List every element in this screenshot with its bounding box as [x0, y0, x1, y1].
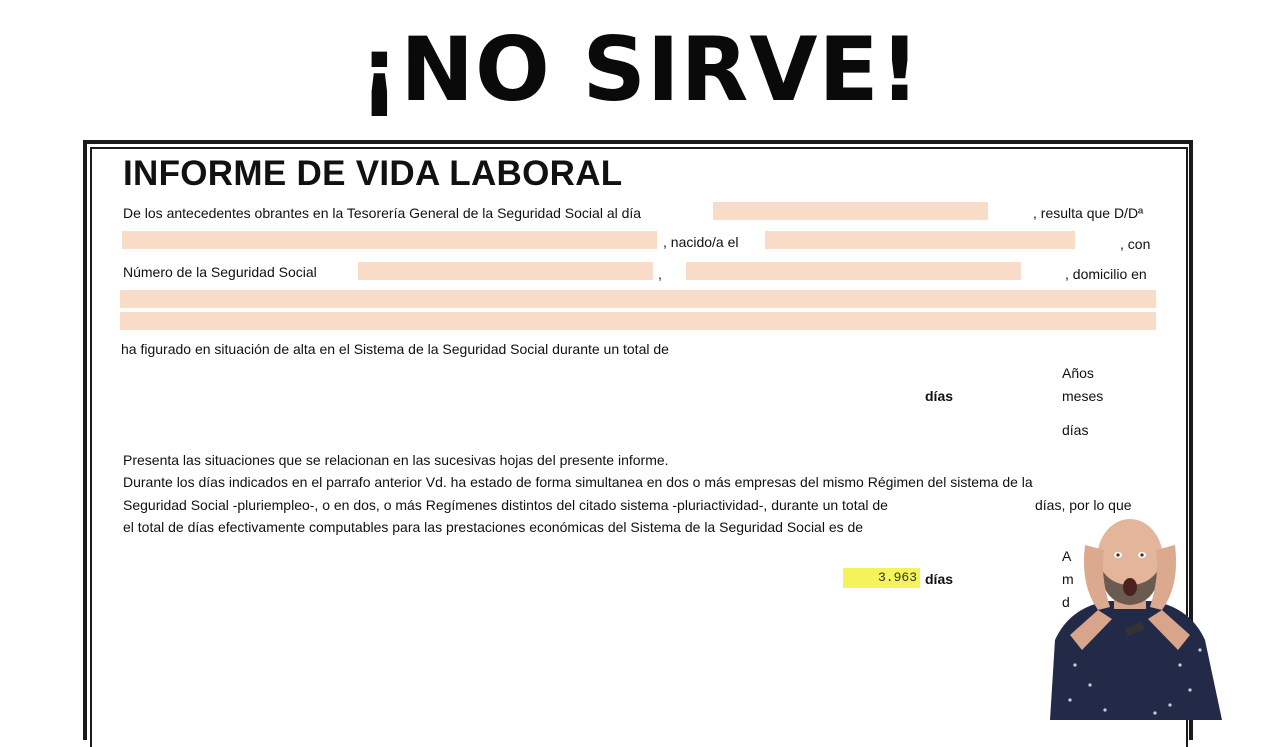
document-title: INFORME DE VIDA LABORAL [123, 154, 623, 193]
ss-number-label: Número de la Seguridad Social [123, 264, 317, 280]
redacted-address-line-2 [120, 312, 1156, 330]
meses-label: meses [1062, 388, 1104, 404]
line3-right-text: , domicilio en [1065, 266, 1147, 282]
line2-right-text: , con [1120, 236, 1151, 252]
redacted-name [122, 231, 657, 249]
line1-text: De los antecedentes obrantes en la Tesorería General de la Seguridad Social al día [123, 205, 642, 221]
presenter-photo [1030, 515, 1230, 720]
paragraph-simultanea-line-2: Seguridad Social -pluriempleo-, o en dos, o más Regímenes distintos del citado sistema -pluriactividad-, durante un total de [123, 497, 888, 513]
redacted-address-line-1 [120, 290, 1156, 308]
dias-label-total: días [925, 388, 954, 404]
redacted-dni [686, 262, 1021, 280]
computable-days-value: 3.963 [843, 568, 920, 588]
line2-born-text: , nacido/a el [663, 234, 739, 250]
dias-label-computable: días [925, 571, 954, 587]
partial-meses-label: m [1062, 571, 1074, 587]
paragraph-simultanea-line-2-right: días, por lo que [1035, 497, 1132, 513]
redacted-ss-number [358, 262, 653, 280]
paragraph-simultanea-line-3: el total de días efectivamente computables para las prestaciones económicas del Sistema de la Seguridad Social es de [123, 519, 864, 535]
redacted-date [713, 202, 988, 220]
paragraph-simultanea-line-1: Durante los días indicados en el parrafo anterior Vd. ha estado de forma simultanea en dos o más empresas del mismo Régimen del sistema de la [123, 474, 1033, 490]
partial-dias-label: d [1062, 594, 1070, 610]
headline: ¡NO SIRVE! [359, 18, 921, 121]
dias-label-small: días [1062, 422, 1089, 438]
line3-comma: , [658, 266, 662, 282]
anos-label: Años [1062, 365, 1094, 381]
paragraph-situaciones: Presenta las situaciones que se relacionan en las sucesivas hojas del presente informe. [123, 452, 669, 468]
redacted-birthdate [765, 231, 1075, 249]
line1-right-text: , resulta que D/Dª [1033, 205, 1144, 221]
alta-text: ha figurado en situación de alta en el Sistema de la Seguridad Social durante un total de [121, 341, 669, 357]
partial-anos-label: A [1062, 548, 1072, 564]
